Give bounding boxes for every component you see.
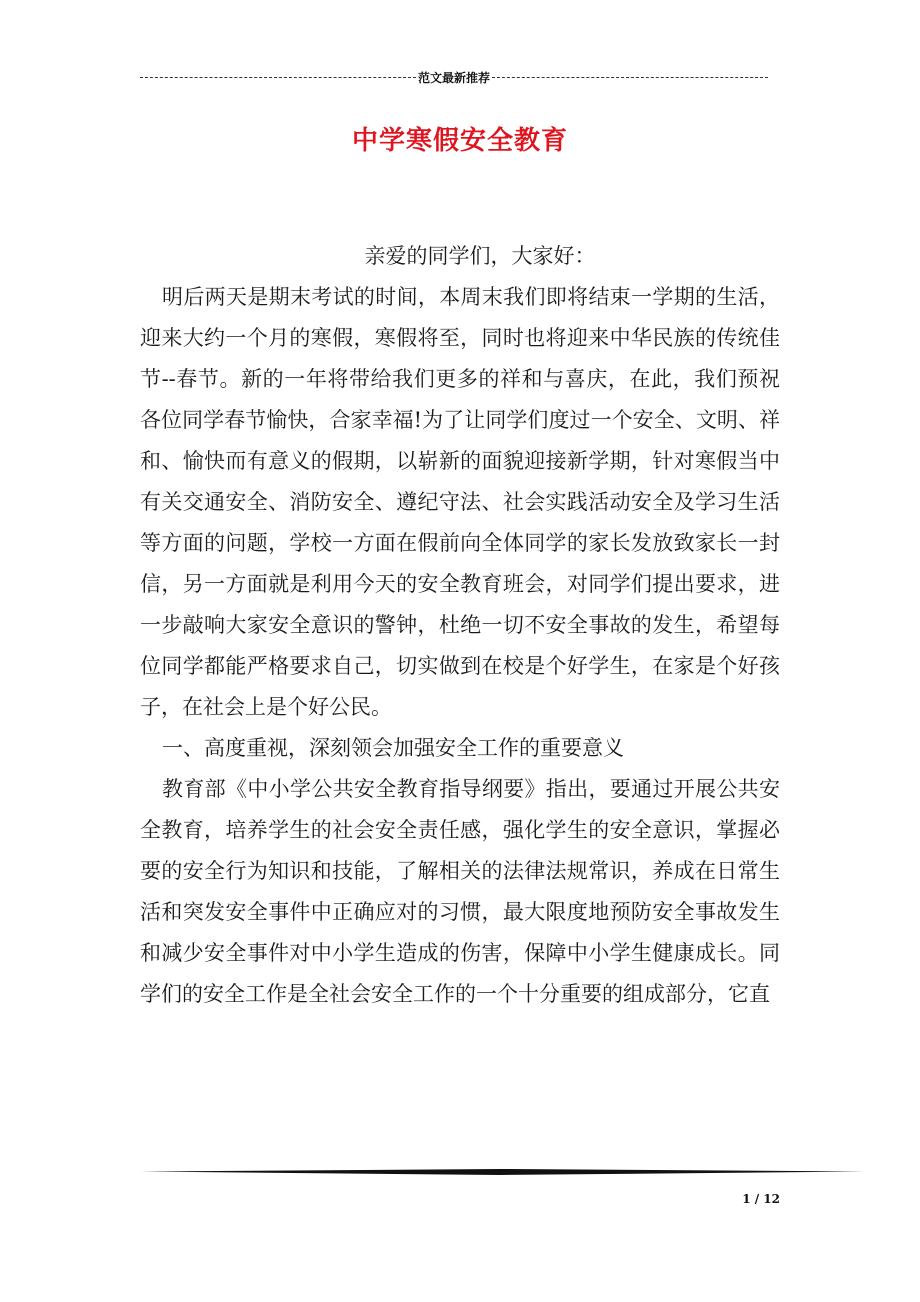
page-number: 1 / 12 xyxy=(742,1192,780,1206)
greeting: 亲爱的同学们，大家好： xyxy=(364,244,596,268)
page-header xyxy=(140,68,768,86)
footer-rule xyxy=(140,1169,864,1175)
paragraph-guideline: 教育部《中小学公共安全教育指导纲要》指出，要通过开展公共安全教育，培养学生的社会安全责任感，强化学生的安全意识，掌握必要的安全行为知识和技能，了解相关的法律法规常识，养成在日常生活和突发安全事件中正确应对的习惯，最大限度地预防安全事故发生和减少安全事件对中小学生造成的伤害，保障中小学生健康成长。同学们的安全工作是全社会安全工作的一个十分重要的组成部分，它直 xyxy=(140,777,780,1006)
document-body xyxy=(140,236,780,1015)
section-heading: 一、高度重视，深刻领会加强安全工作的重要意义 xyxy=(162,736,625,760)
header-label: 范文最新推荐 xyxy=(418,70,491,85)
header-dashes-left xyxy=(140,77,416,78)
document-title: 中学寒假安全教育 xyxy=(351,126,568,156)
paragraph-intro: 明后两天是期末考试的时间，本周末我们即将结束一学期的生活，迎来大约一个月的寒假，寒假将至，同时也将迎来中华民族的传统佳节--春节。新的一年将带给我们更多的祥和与喜庆，在此，我们预祝各位同学春节愉快，合家幸福!为了让同学们度过一个安全、文明、祥和、愉快而有意义的假期，以崭新的面貌迎接新学期，针对寒假当中有关交通安全、消防安全、遵纪守法、社会实践活动安全及学习生活等方面的问题，学校一方面在假前向全体同学的家长发放致家长一封信，另一方面就是利用今天的安全教育班会，对同学们提出要求，进一步敲响大家安全意识的警钟，杜绝一切不安全事故的发生，希望每位同学都能严格要求自己，切实做到在校是个好学生，在家是个好孩子，在社会上是个好公民。 xyxy=(140,285,780,719)
header-dashes-right xyxy=(492,77,768,78)
